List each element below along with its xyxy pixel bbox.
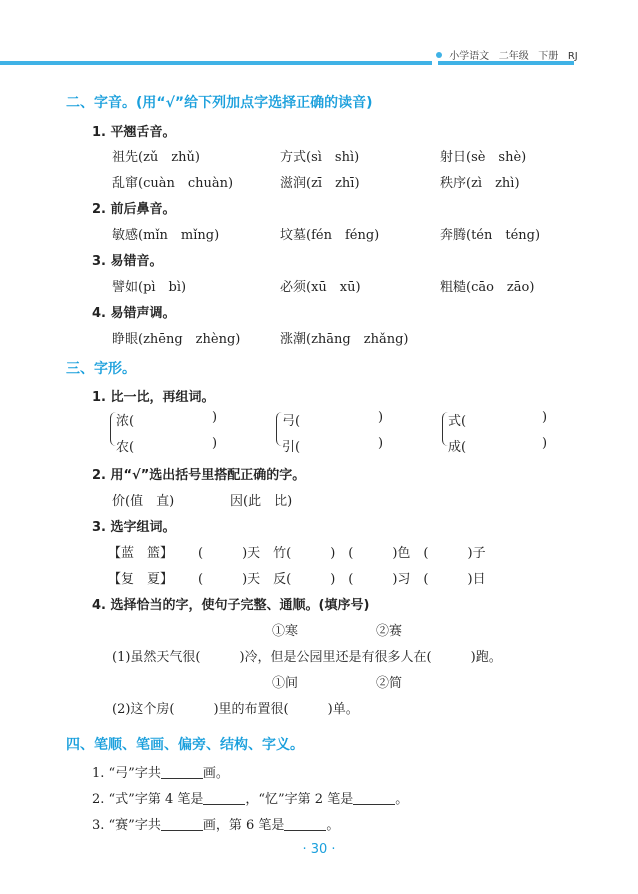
s2-q1-item: 祖先(zǔ zhǔ) (112, 150, 200, 165)
header-rule-left (0, 61, 432, 65)
header-dot-icon (436, 52, 442, 58)
choose-item: 价(值 直) (112, 494, 175, 509)
answer-blank[interactable] (353, 792, 395, 805)
compare-char: 成( (448, 440, 467, 455)
compare-char: 弓( (282, 414, 301, 429)
word-pair: 【复 夏】 (108, 572, 174, 587)
option: ①间 (272, 676, 299, 691)
s2-q3-label: 3. 易错音。 (92, 254, 163, 269)
header-label (436, 47, 578, 62)
s2-q2-item: 敏感(mǐn mǐng) (112, 228, 220, 243)
word-row: ( )天 反( ) ( )习 ( )日 (198, 572, 486, 587)
s3-q2-label: 2. 用“√”选出括号里搭配正确的字。 (92, 468, 306, 483)
s2-q3-item: 譬如(pì bì) (112, 280, 187, 295)
sentence: (1)虽然天气很( )冷，但是公园里还是有很多人在( )跑。 (112, 650, 502, 665)
sentence: (2)这个房( )里的布置很( )单。 (112, 702, 359, 717)
option: ①寒 (272, 624, 299, 639)
compare-close: ) (542, 436, 548, 451)
word-row: ( )天 竹( ) ( )色 ( )子 (198, 546, 486, 561)
header-subject: 小学语文 (449, 51, 490, 62)
header-grade: 二年级 (498, 51, 529, 62)
answer-blank[interactable] (161, 818, 203, 831)
s3-q1-label: 1. 比一比，再组词。 (92, 390, 215, 405)
compare-char: 农( (116, 440, 135, 455)
section-3-title: 三、字形。 (66, 361, 136, 377)
compare-close: ) (212, 436, 218, 451)
s2-q1-item: 方式(sì shì) (280, 150, 360, 165)
s2-q1-item: 乱窜(cuàn chuàn) (112, 176, 234, 191)
s2-q1-label: 1. 平翘舌音。 (92, 125, 176, 140)
s2-q4-label: 4. 易错声调。 (92, 306, 176, 321)
header-volume: 下册 (538, 51, 559, 62)
compare-close: ) (212, 410, 218, 425)
s3-q4-label: 4. 选择恰当的字，使句子完整、通顺。(填序号) (92, 598, 370, 613)
compare-close: ) (378, 410, 384, 425)
s2-q3-item: 粗糙(cāo zāo) (440, 280, 535, 295)
s4-q3: 3. “赛”字共 画，第 6 笔是 。 (92, 818, 340, 833)
word-pair: 【蓝 篮】 (108, 546, 174, 561)
s2-q1-item: 射日(sè shè) (440, 150, 527, 165)
compare-char: 浓( (116, 414, 135, 429)
answer-blank[interactable] (284, 818, 326, 831)
answer-blank[interactable] (161, 766, 203, 779)
section-2-title: 二、字音。(用“√”给下列加点字选择正确的读音) (66, 95, 373, 111)
compare-close: ) (542, 410, 548, 425)
s2-q3-item: 必须(xū xū) (280, 280, 361, 295)
s2-q4-item: 睁眼(zhēng zhèng) (112, 332, 241, 347)
s2-q1-item: 秩序(zì zhì) (440, 176, 520, 191)
s2-q1-item: 滋润(zī zhī) (280, 176, 360, 191)
s3-q3-label: 3. 选字组词。 (92, 520, 176, 535)
s2-q4-item: 涨潮(zhāng zhǎng) (280, 332, 409, 347)
s2-q2-item: 奔腾(tén téng) (440, 228, 541, 243)
s4-q1: 1. “弓”字共 画。 (92, 766, 229, 781)
header-edition: RJ (567, 51, 578, 62)
option: ②简 (376, 676, 403, 691)
choose-item: 因(此 比) (230, 494, 293, 509)
s2-q2-item: 坟墓(fén féng) (280, 228, 380, 243)
page-number: · 30 · (302, 842, 336, 857)
compare-close: ) (378, 436, 384, 451)
section-4-title: 四、笔顺、笔画、偏旁、结构、字义。 (66, 737, 304, 753)
answer-blank[interactable] (203, 792, 245, 805)
option: ②赛 (376, 624, 403, 639)
s2-q2-label: 2. 前后鼻音。 (92, 202, 176, 217)
s4-q2: 2. “式”字第 4 笔是 ，“忆”字第 2 笔是 。 (92, 792, 409, 807)
compare-char: 引( (282, 440, 301, 455)
compare-char: 式( (448, 414, 467, 429)
